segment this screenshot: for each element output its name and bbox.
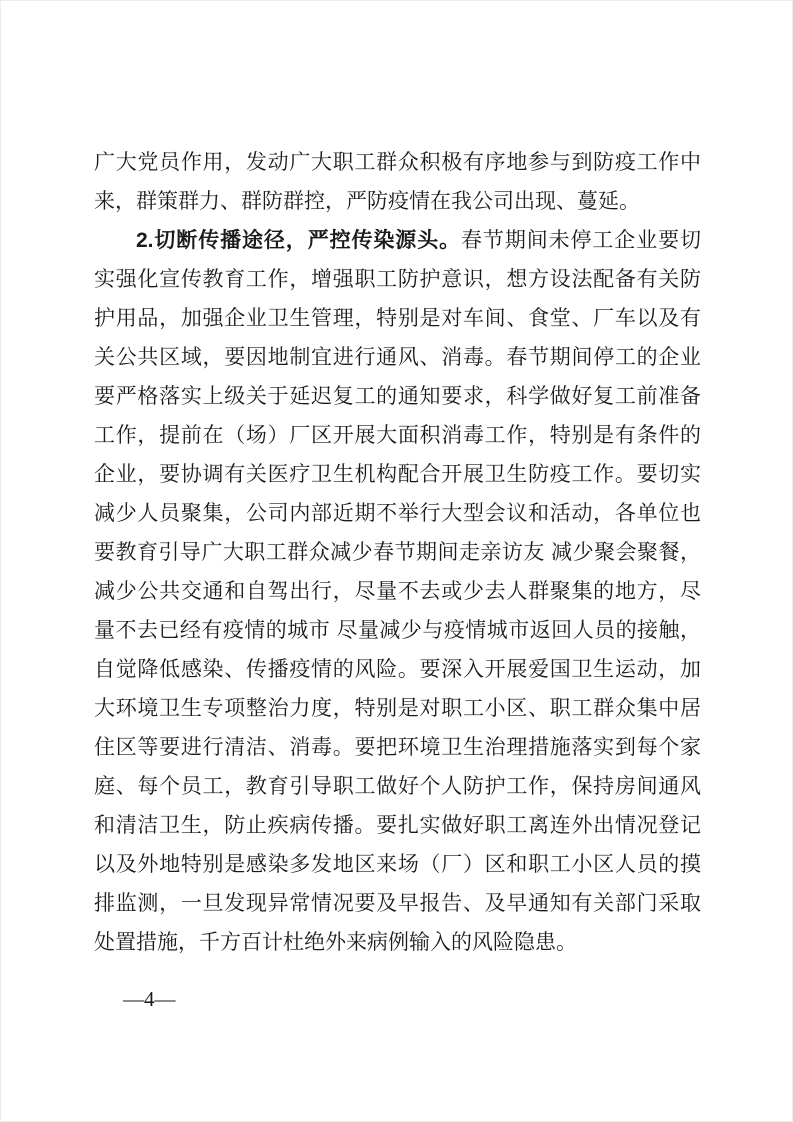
- text-segment: 和清洁卫生，防止疾病传播。要扎实做好职工离连外出情况登记: [94, 814, 701, 837]
- page-number: —4—: [123, 987, 176, 1011]
- text-segment: 关公共区域，要因地制宜进行通风、消毒。春节期间停工的企业: [94, 346, 701, 369]
- text-segment: 以及外地特别是感染多发地区来场（厂）区和职工小区人员的摸: [94, 853, 701, 876]
- text-segment: 减少公共交通和自驾出行，尽量不去或少去人群聚集的地方，尽: [94, 580, 701, 603]
- text-segment: 自觉降低感染、传播疫情的风险。要深入开展爱国卫生运动，加: [94, 658, 701, 681]
- text-line: [94, 182, 701, 221]
- text-line: [94, 455, 701, 494]
- text-line: [94, 533, 701, 572]
- text-line: [94, 845, 701, 884]
- text-segment: 大环境卫生专项整治力度，特别是对职工小区、职工群众集中居: [94, 697, 701, 720]
- text-segment: 工作，提前在（场）厂区开展大面积消毒工作，特别是有条件的: [94, 424, 701, 447]
- text-segment: 要严格落实上级关于延迟复工的通知要求，科学做好复工前准备: [94, 385, 701, 408]
- text-segment: 处置措施，千方百计杜绝外来病例输入的风险隐患。: [94, 931, 577, 954]
- text-segment: 来，群策群力、群防群控，严防疫情在我公司出现、蔓延。: [94, 190, 640, 213]
- text-line: [94, 806, 701, 845]
- text-segment: 广大党员作用，发动广大职工群众积极有序地参与到防疫工作中: [94, 151, 701, 174]
- text-line: [94, 416, 701, 455]
- text-line: [94, 143, 701, 182]
- text-segment: 庭、每个员工，教育引导职工做好个人防护工作，保持房间通风: [94, 775, 701, 798]
- text-segment: 排监测，一旦发现异常情况要及早报告、及早通知有关部门采取: [94, 892, 701, 915]
- text-line: [94, 494, 701, 533]
- text-segment: 春节期间未停工企业要切: [461, 229, 701, 252]
- body-text: [94, 143, 701, 962]
- text-line: [94, 923, 701, 962]
- text-segment: 量不去已经有疫情的城市 尽量减少与疫情城市返回人员的接触，: [94, 619, 701, 642]
- text-segment: 护用品，加强企业卫生管理，特别是对车间、食堂、厂车以及有: [94, 307, 701, 330]
- text-line: [94, 728, 701, 767]
- text-segment: 住区等要进行清洁、消毒。要把环境卫生治理措施落实到每个家: [94, 736, 701, 759]
- text-segment: 实强化宣传教育工作，增强职工防护意识，想方设法配备有关防: [94, 268, 701, 291]
- text-line: [94, 377, 701, 416]
- text-segment: 减少人员聚集，公司内部近期不举行大型会议和活动，各单位也: [94, 502, 701, 525]
- text-line: [94, 572, 701, 611]
- text-line: [94, 650, 701, 689]
- text-line: [94, 767, 701, 806]
- text-segment: 要教育引导广大职工群众减少春节期间走亲访友 减少聚会聚餐，: [94, 541, 701, 564]
- section-heading-segment: 2.切断传播途径，严控传染源头。: [136, 229, 462, 252]
- text-line: [94, 299, 701, 338]
- text-line: [94, 611, 701, 650]
- text-line: [94, 884, 701, 923]
- text-line: [94, 221, 701, 260]
- text-line: [94, 689, 701, 728]
- text-line: [94, 260, 701, 299]
- text-segment: 企业，要协调有关医疗卫生机构配合开展卫生防疫工作。要切实: [94, 463, 701, 486]
- text-line: [94, 338, 701, 377]
